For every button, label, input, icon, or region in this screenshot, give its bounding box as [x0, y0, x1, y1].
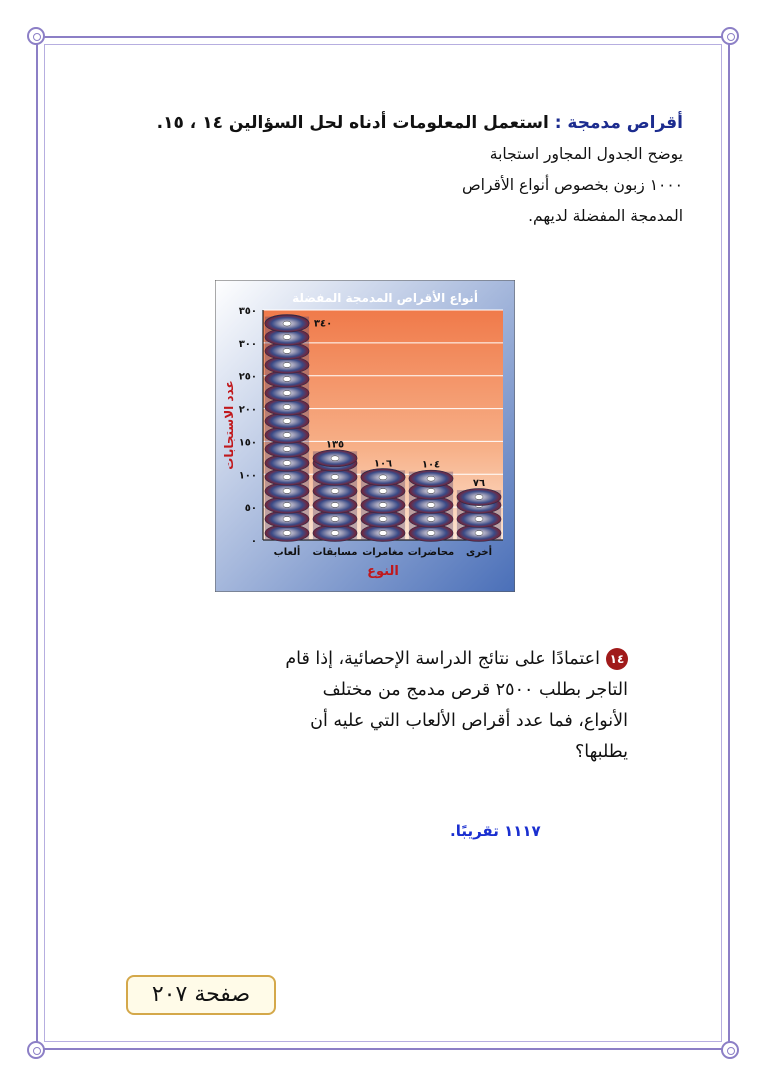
intro-line: المدمجة المفضلة لديهم.: [528, 207, 683, 225]
bar: [457, 489, 501, 542]
corner-ornament: [721, 1041, 739, 1059]
cd-hole: [283, 335, 291, 340]
page-number: ٢٠٧: [151, 982, 188, 1007]
cd-hole: [283, 461, 291, 466]
question-text: اعتمادًا على نتائج الدراسة الإحصائية، إذا قام التاجر بطلب ٢٥٠٠ قرص مدمج من مختلف الأنواع، فما عدد أقراص الألعاب التي عليه أن يطلبها؟: [285, 649, 628, 762]
intro-line: ١٠٠٠ زبون بخصوص أنواع الأقراص: [461, 176, 683, 194]
value-label: ٧٦: [472, 478, 486, 490]
y-tick-label: ٢٠٠: [238, 404, 257, 416]
answer-text: ١١١٧ تقريبًا.: [450, 822, 541, 840]
cd-hole: [283, 517, 291, 522]
page-label: صفحة: [194, 982, 251, 1007]
cd-hole: [475, 517, 483, 522]
cd-hole: [283, 447, 291, 452]
cd-hole: [283, 363, 291, 368]
x-axis-title: النوع: [367, 564, 399, 579]
y-tick-label: ٢٥٠: [238, 371, 257, 383]
cd-hole: [379, 531, 387, 536]
cd-hole: [331, 475, 339, 480]
cd-hole: [283, 475, 291, 480]
value-label: ١٠٤: [421, 459, 441, 471]
cd-hole: [379, 517, 387, 522]
y-tick-label: ٣٥٠: [238, 306, 257, 317]
cd-hole: [283, 377, 291, 382]
cd-hole: [379, 503, 387, 508]
cd-hole: [283, 391, 291, 396]
value-label: ١٠٦: [373, 458, 393, 470]
cd-hole: [283, 503, 291, 508]
y-tick-label: ١٥٠: [238, 437, 257, 449]
cd-hole: [331, 503, 339, 508]
intro-line: يوضح الجدول المجاور استجابة: [489, 145, 683, 163]
cd-hole: [283, 419, 291, 424]
cd-hole: [379, 475, 387, 480]
x-tick-label: مغامرات: [362, 547, 404, 558]
intro-heading: [123, 108, 683, 139]
cd-hole: [283, 405, 291, 410]
chart-title: أنواع الأقراص المدمجة المفضلة: [292, 291, 478, 305]
cd-hole: [427, 503, 435, 508]
cd-hole: [283, 531, 291, 536]
x-tick-label: أخرى: [465, 547, 493, 558]
value-label: ٣٤٠: [313, 318, 333, 330]
corner-ornament: [721, 27, 739, 45]
cd-hole: [283, 433, 291, 438]
cd-hole: [283, 489, 291, 494]
bar: [409, 470, 453, 541]
x-tick-label: محاضرات: [407, 547, 455, 558]
cd-hole: [331, 456, 339, 461]
cd-hole: [331, 517, 339, 522]
bar-chart: [215, 280, 515, 592]
question-14: [268, 644, 628, 768]
question-number: ١٤: [606, 648, 628, 670]
bar: [361, 469, 405, 542]
cd-hole: [427, 476, 435, 481]
x-tick-label: ألعاب: [273, 547, 301, 558]
y-tick-label: ٠: [250, 536, 257, 547]
cd-hole: [427, 489, 435, 494]
y-tick-label: ٣٠٠: [238, 338, 257, 350]
corner-ornament: [27, 1041, 45, 1059]
cd-hole: [283, 349, 291, 354]
intro-title: أقراص مدمجة :: [554, 113, 683, 133]
cd-hole: [427, 517, 435, 522]
value-label: ١٣٥: [325, 439, 345, 451]
cd-hole: [331, 489, 339, 494]
intro-instruction: استعمل المعلومات أدناه لحل السؤالين ١٤ ، ١٥.: [156, 113, 549, 133]
intro-text: [123, 108, 683, 232]
cd-hole: [331, 531, 339, 536]
y-tick-label: ١٠٠: [238, 470, 257, 482]
cd-hole: [379, 489, 387, 494]
cd-hole: [283, 321, 291, 326]
bar: [313, 450, 357, 542]
bar: [265, 315, 309, 542]
y-axis-title: عدد الاستجابات: [222, 380, 236, 470]
y-tick-label: ٥٠: [244, 503, 257, 515]
x-tick-label: مسابقات: [312, 547, 358, 558]
cd-hole: [475, 495, 483, 500]
corner-ornament: [27, 27, 45, 45]
cd-hole: [475, 531, 483, 536]
page-number-badge: [126, 975, 276, 1015]
chart-svg: [215, 280, 515, 592]
cd-hole: [427, 531, 435, 536]
